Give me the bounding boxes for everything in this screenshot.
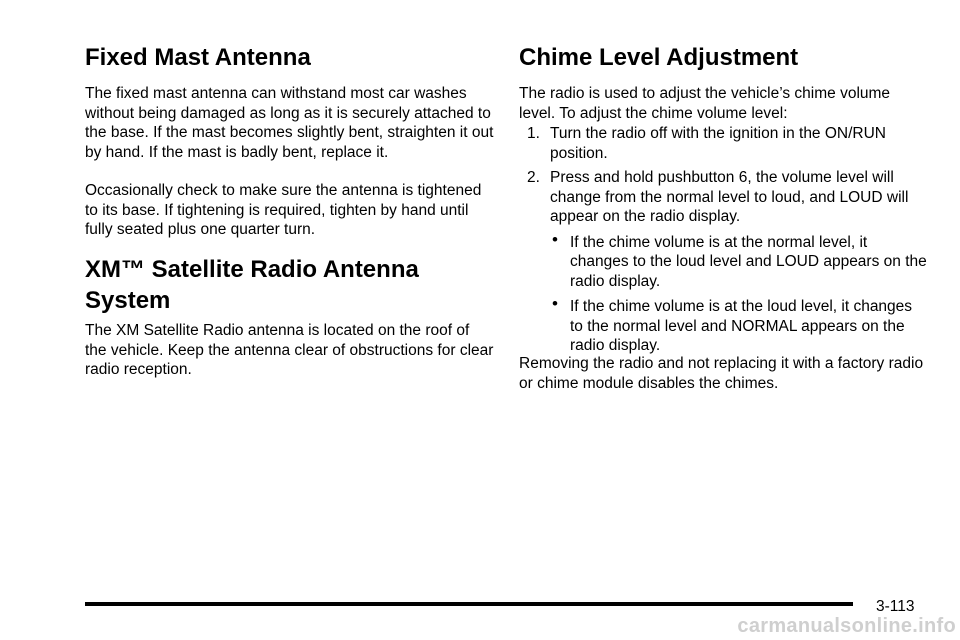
chime-steps-list [519, 124, 929, 362]
paragraph-chime-intro: The radio is used to adjust the vehicle’s chime volume level. To adjust the chime volume level: [519, 85, 891, 122]
bullet-text: If the chime volume is at the normal level, it changes to the loud level and LOUD appears on the radio display. [570, 233, 927, 290]
watermark-logo: carmanualsonline.info [737, 615, 956, 637]
list-item [519, 168, 929, 356]
list-item [550, 229, 929, 292]
paragraph-xm-antenna: The XM Satellite Radio antenna is located on the roof of the vehicle. Keep the antenna clear of obstructions for clear radio reception. [85, 322, 494, 378]
list-item [550, 294, 929, 356]
section-heading-chime-level: Chime Level Adjustment [519, 44, 799, 71]
step-text: Turn the radio off with the ignition in the ON/RUN position. [550, 125, 886, 162]
paragraph-fixed-mast-washes: The fixed mast antenna can withstand most car washes without being damaged as long as it is securely attached to the base. If the mast becomes slightly bent, straighten it out by hand. If the mast is badly bent, replace it. [85, 85, 494, 161]
step-text: Press and hold pushbutton 6, the volume level will change from the normal level to loud, and LOUD will appear on the radio display. [550, 169, 909, 225]
step-number: 2. [527, 169, 540, 186]
bullet-text: If the chime volume is at the loud level, it changes to the normal level and NORMAL appears on the radio display. [570, 298, 913, 354]
list-item [519, 124, 929, 163]
bullet-icon: • [552, 229, 558, 249]
section-heading-fixed-mast-antenna: Fixed Mast Antenna [85, 44, 311, 71]
page-number: 3-113 [876, 598, 915, 615]
chime-bullets-list [550, 229, 929, 356]
footer-rule [85, 602, 853, 606]
bullet-icon: • [552, 294, 558, 313]
paragraph-chime-outro: Removing the radio and not replacing it with a factory radio or chime module disables the chimes. [519, 355, 924, 392]
step-number: 1. [527, 125, 540, 142]
section-heading-xm-antenna: XM™ Satellite Radio Antenna System [85, 256, 419, 314]
paragraph-fixed-mast-tightening: Occasionally check to make sure the antenna is tightened to its base. If tightening is required, tighten by hand until fully seated plus one quarter turn. [85, 182, 482, 238]
